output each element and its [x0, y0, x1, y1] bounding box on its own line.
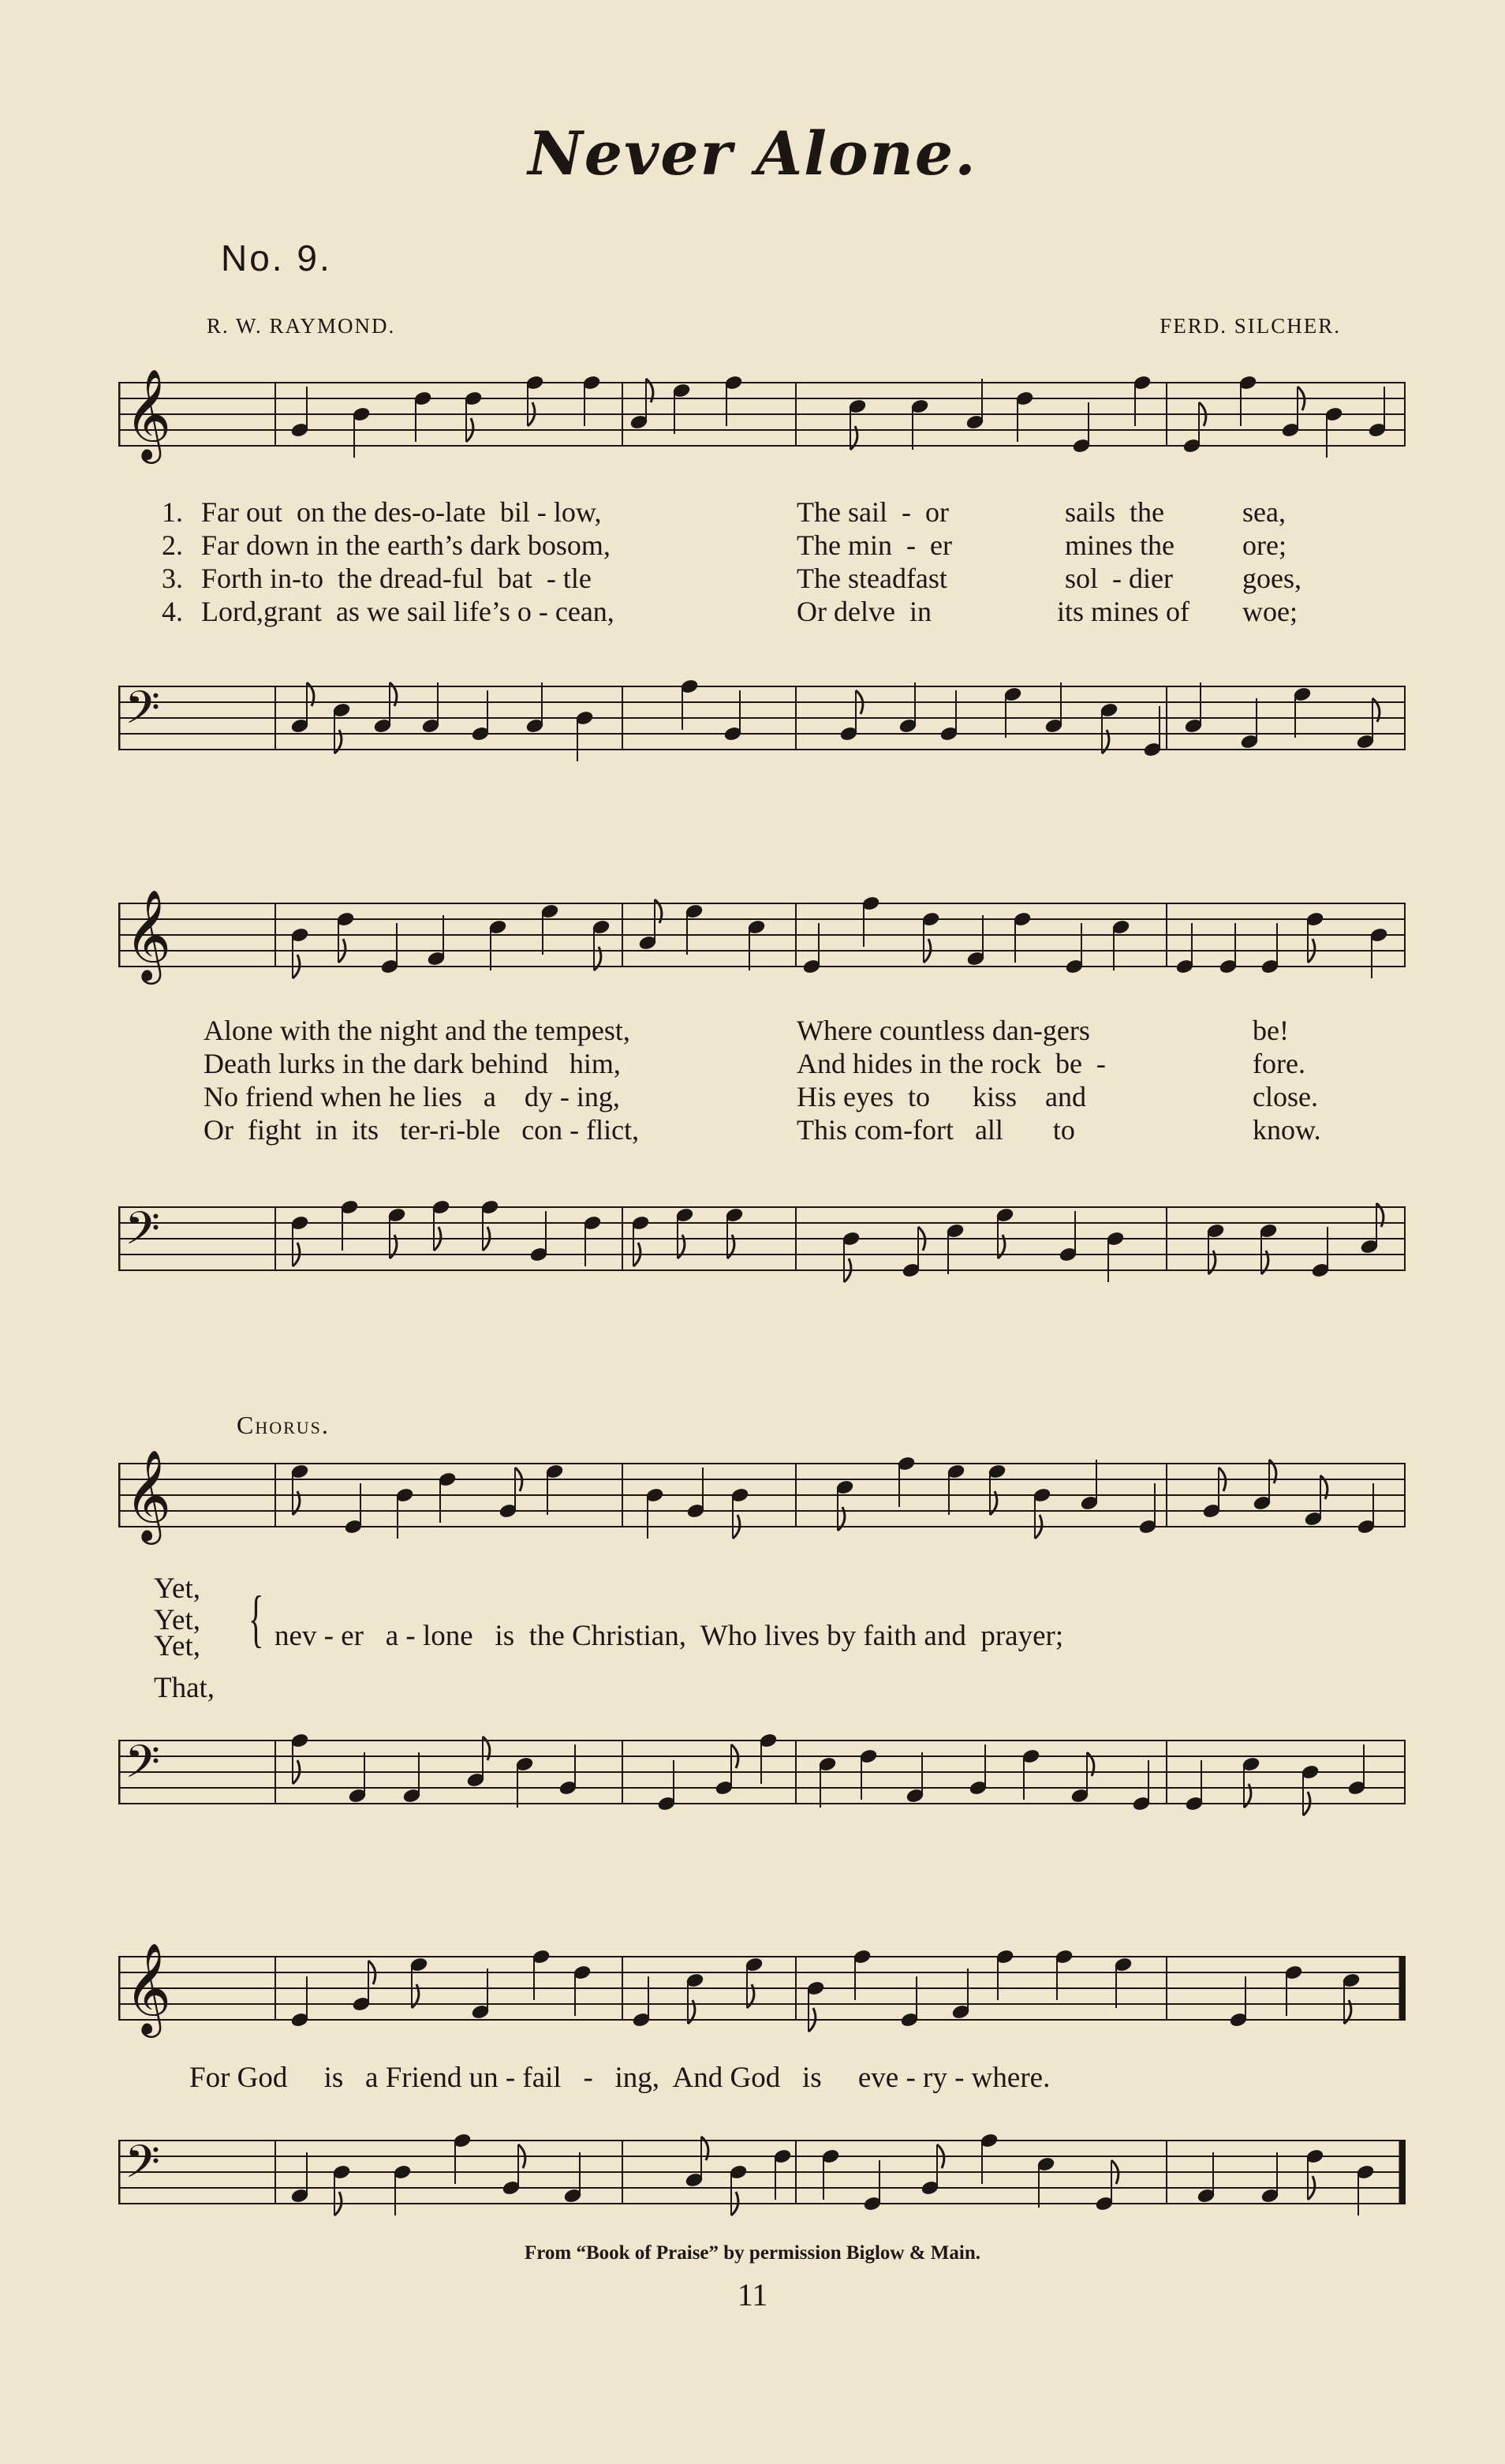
bass-staff-4	[118, 2103, 1406, 2241]
bass-staff-3	[118, 1703, 1406, 1841]
chorus-lyrics-2: For God is a Friend un - fail - ing, And God is eve - ry - where.	[189, 2062, 1051, 2094]
verse-line: 1. Far out on the des-o-late bil - low, The sail - or sails the sea,	[162, 496, 1286, 528]
svg-text:𝄢: 𝄢	[125, 1735, 161, 1800]
composer-credit: FERD. SILCHER.	[1160, 314, 1341, 338]
verse-line: Death lurks in the dark behind him, And hides in the rock be - fore.	[204, 1048, 1305, 1079]
svg-text:𝄢: 𝄢	[125, 1202, 161, 1266]
hymn-number: No. 9.	[221, 237, 332, 279]
verse-line: 2. Far down in the earth’s dark bosom, The min - er mines the ore;	[162, 529, 1287, 561]
page-number: 11	[737, 2277, 768, 2313]
brace-glyph: {	[248, 1584, 264, 1654]
bass-staff-2	[118, 1176, 1406, 1302]
svg-text:𝄞: 𝄞	[125, 1449, 172, 1541]
svg-text:𝄞: 𝄞	[125, 368, 172, 460]
source-credit: From “Book of Praise” by permission Biglow & Main.	[524, 2242, 980, 2264]
svg-text:𝄞: 𝄞	[125, 1942, 172, 2034]
lyricist-credit: R. W. RAYMOND.	[207, 314, 396, 338]
treble-staff-4	[118, 1933, 1406, 2043]
svg-text:𝄢: 𝄢	[125, 2135, 161, 2200]
verse-line: Alone with the night and the tempest, Where countless dan-gers be!	[204, 1015, 1289, 1046]
svg-text:𝄞: 𝄞	[125, 888, 172, 981]
verse-line: Or fight in its ter-ri-ble con - flict, This com-fort all to know.	[204, 1114, 1321, 1146]
treble-staff-2	[118, 880, 1406, 990]
svg-text:𝄢: 𝄢	[125, 681, 161, 746]
chorus-label: Chorus.	[237, 1411, 330, 1439]
verse-line: 4. Lord,grant as we sail life’s o - cean, Or delve in its mines of woe;	[162, 596, 1298, 627]
bass-staff-1	[118, 651, 1406, 785]
treble-staff-1	[118, 359, 1406, 469]
treble-staff-3	[118, 1440, 1406, 1550]
hymn-title: Never Alone.	[528, 118, 977, 189]
verse-line: No friend when he lies a dy - ing, His eyes to kiss and close.	[204, 1081, 1318, 1112]
verse-line: 3. Forth in-to the dread-ful bat - tle The steadfast sol - dier goes,	[162, 563, 1301, 594]
